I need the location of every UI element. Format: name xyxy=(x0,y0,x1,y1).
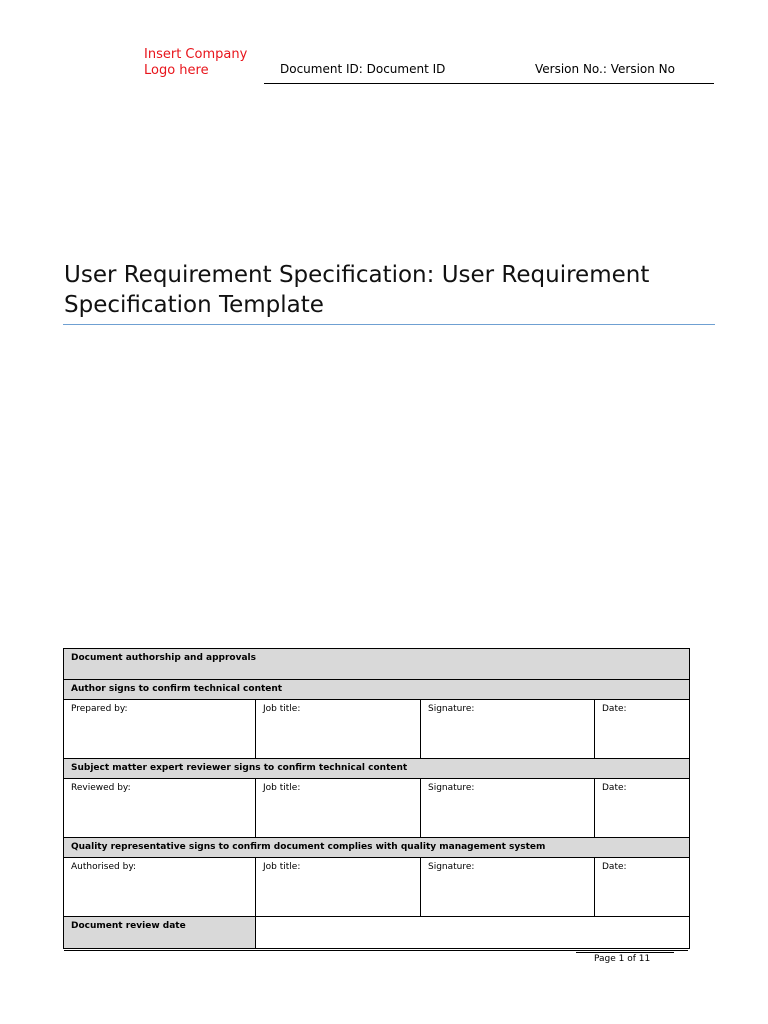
quality-section-heading: Quality representative signs to confirm document complies with quality management system xyxy=(64,838,690,858)
author-section-heading: Author signs to confirm technical content xyxy=(64,680,690,700)
table-row xyxy=(64,917,690,949)
signature-field[interactable]: Signature: xyxy=(421,700,595,759)
company-logo-placeholder: Insert Company Logo here xyxy=(144,47,248,78)
approvals-table xyxy=(63,648,690,949)
document-title: User Requirement Specification: User Requirement Specification Template xyxy=(64,262,650,318)
page-number: Page 1 of 11 xyxy=(594,954,651,964)
document-id: Document ID: Document ID xyxy=(280,62,446,76)
date-field[interactable]: Date: xyxy=(595,700,690,759)
review-date-label: Document review date xyxy=(64,917,256,949)
title-divider xyxy=(63,324,715,325)
job-title-field[interactable]: Job title: xyxy=(256,779,421,838)
table-row xyxy=(64,779,690,838)
footer-divider xyxy=(64,950,688,951)
reviewed-by-field[interactable]: Reviewed by: xyxy=(64,779,256,838)
version-number: Version No.: Version No xyxy=(535,62,675,76)
prepared-by-field[interactable]: Prepared by: xyxy=(64,700,256,759)
reviewer-section-heading: Subject matter expert reviewer signs to confirm technical content xyxy=(64,759,690,779)
job-title-field[interactable]: Job title: xyxy=(256,700,421,759)
table-row xyxy=(64,700,690,759)
job-title-field[interactable]: Job title: xyxy=(256,858,421,917)
header-divider xyxy=(264,83,714,84)
table-row xyxy=(64,858,690,917)
authorised-by-field[interactable]: Authorised by: xyxy=(64,858,256,917)
signature-field[interactable]: Signature: xyxy=(421,858,595,917)
approvals-heading: Document authorship and approvals xyxy=(64,649,690,680)
signature-field[interactable]: Signature: xyxy=(421,779,595,838)
date-field[interactable]: Date: xyxy=(595,779,690,838)
date-field[interactable]: Date: xyxy=(595,858,690,917)
review-date-field[interactable] xyxy=(256,917,690,949)
